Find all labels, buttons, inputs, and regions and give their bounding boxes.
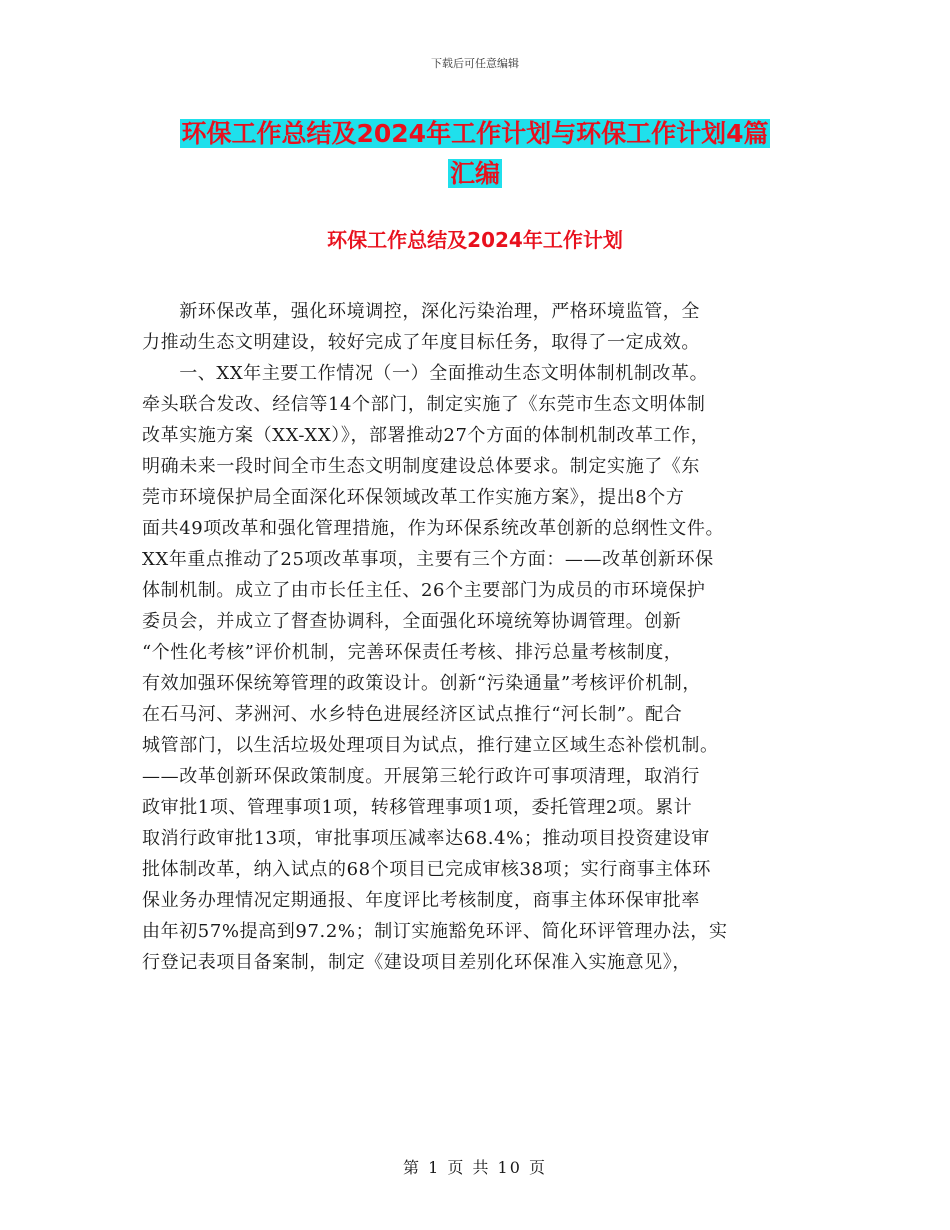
body-line: 取消行政审批13项，审批事项压减率达68.4%；推动项目投资建设审 [142, 828, 710, 849]
body-line: 牵头联合发改、经信等14个部门，制定实施了《东莞市生态文明体制 [142, 394, 706, 415]
body-line: ——改革创新环保政策制度。开展第三轮行政许可事项清理，取消行 [142, 766, 700, 787]
body-line: 一、XX年主要工作情况（一）全面推动生态文明体制机制改革。 [142, 363, 709, 384]
document-title-line-1: 环保工作总结及2024年工作计划与环保工作计划4篇 [181, 119, 769, 148]
body-line: 莞市环境保护局全面深化环保领域改革工作实施方案》，提出8个方 [142, 487, 685, 508]
body-line: 有效加强环保统筹管理的政策设计。创新“污染通量”考核评价机制， [142, 673, 702, 694]
body-line: 城管部门，以生活垃圾处理项目为试点，推行建立区域生态补偿机制。 [142, 735, 719, 756]
body-line: 在石马河、茅洲河、水乡特色进展经济区试点推行“河长制”。配合 [142, 704, 683, 725]
body-line: 明确未来一段时间全市生态文明制度建设总体要求。制定实施了《东 [142, 456, 700, 477]
body-line: 改革实施方案（XX-XX）》，部署推动27个方面的体制机制改革工作， [142, 425, 710, 446]
page-footer: 第 1 页 共 10 页 [403, 1158, 547, 1177]
body-line: 政审批1项、管理事项1项，转移管理事项1项，委托管理2项。累计 [142, 797, 693, 818]
body-line: 体制机制。成立了由市长任主任、26个主要部门为成员的市环境保护 [142, 580, 706, 601]
body-line: 由年初57%提高到97.2%；制订实施豁免环评、简化环评管理办法，实 [142, 921, 728, 942]
body-line: 面共49项改革和强化管理措施，作为环保系统改革创新的总纲性文件。 [142, 518, 725, 539]
body-line: 保业务办理情况定期通报、年度评比考核制度，商事主体环保审批率 [142, 890, 700, 911]
section-title: 环保工作总结及2024年工作计划 [327, 228, 623, 252]
body-line: 力推动生态文明建设，较好完成了年度目标任务，取得了一定成效。 [142, 332, 700, 353]
document-title-line-2: 汇编 [449, 159, 500, 188]
body-line: 行登记表项目备案制，制定《建设项目差别化环保准入实施意见》， [142, 952, 691, 973]
body-line: “个性化考核”评价机制，完善环保责任考核、排污总量考核制度， [142, 642, 683, 663]
body-line: 批体制改革，纳入试点的68个项目已完成审核38项；实行商事主体环 [142, 859, 712, 880]
document-title [0, 114, 950, 194]
body-line: 新环保改革，强化环境调控，深化污染治理，严格环境监管，全 [142, 301, 700, 322]
body-line: XX年重点推动了25项改革事项，主要有三个方面：——改革创新环保 [142, 549, 714, 570]
body-line: 委员会，并成立了督查协调科，全面强化环境统筹协调管理。创新 [142, 611, 682, 632]
body-paragraphs [142, 296, 812, 978]
header-note: 下载后可任意编辑 [431, 57, 519, 70]
